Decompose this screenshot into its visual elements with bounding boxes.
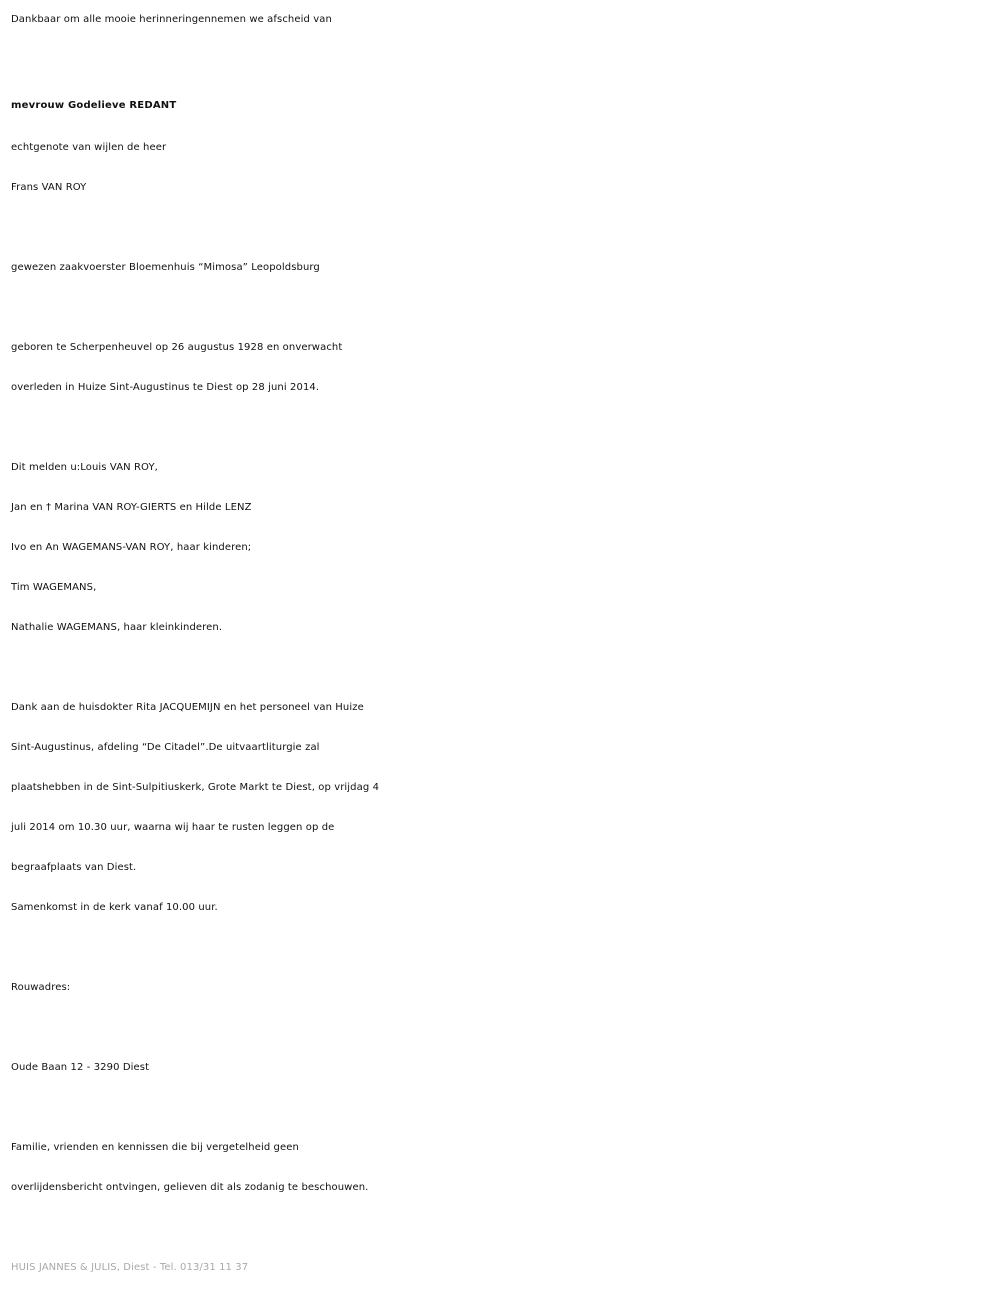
funeral-home-footer: HUIS JANNES & JULIS, Diest - Tel. 013/31 11 37 [11,1262,249,1273]
deceased-name: mevrouw Godelieve REDANT [11,100,177,111]
spouse-line-2: Frans VAN ROY [11,182,87,193]
family-line-1: Dit melden u:Louis VAN ROY, [11,462,158,473]
spacer [11,1008,991,1048]
occupation-text: gewezen zaakvoerster Bloemenhuis “Mimosa” Leopoldsburg [11,262,320,273]
obituary-notice [11,0,991,1288]
spacer [11,40,991,80]
spacer [11,648,991,688]
spacer [11,208,991,248]
address-text: Oude Baan 12 - 3290 Diest [11,1062,150,1073]
family-line-2 [11,488,991,528]
thanks-line: juli 2014 om 10.30 uur, waarna wij haar te rusten leggen op de [11,822,335,833]
spacer [11,1088,991,1128]
thanks-line: Samenkomst in de kerk vanaf 10.00 uur. [11,902,218,913]
thanks-line: Sint-Augustinus, afdeling “De Citadel”.De uitvaartliturgie zal [11,742,320,753]
spouse-line-1: echtgenote van wijlen de heer [11,142,167,153]
family-line-4: Tim WAGEMANS, [11,582,97,593]
thanks-line: plaatshebben in de Sint-Sulpitiuskerk, Grote Markt te Diest, op vrijdag 4 [11,782,380,793]
birth-line-1: geboren te Scherpenheuvel op 26 augustus 1928 en onverwacht [11,342,343,353]
family-line-2-end: Marina VAN ROY-GIERTS en Hilde LENZ [54,502,252,513]
thanks-line: begraafplaats van Diest. [11,862,137,873]
spacer [11,288,991,328]
family-line-3: Ivo en An WAGEMANS-VAN ROY, haar kinderen; [11,542,252,553]
spacer [11,928,991,968]
cross-icon: † [45,502,52,513]
family-line-5: Nathalie WAGEMANS, haar kleinkinderen. [11,622,223,633]
intro-text: Dankbaar om alle mooie herinneringennemen we afscheid van [11,14,332,25]
family-line-2-start: Jan en [11,502,43,513]
thanks-line: Dank aan de huisdokter Rita JACQUEMIJN en het personeel van Huize [11,702,364,713]
closing-line-2: overlijdensbericht ontvingen, gelieven dit als zodanig te beschouwen. [11,1182,369,1193]
birth-line-2: overleden in Huize Sint-Augustinus te Diest op 28 juni 2014. [11,382,320,393]
spacer [11,1208,991,1248]
address-label: Rouwadres: [11,982,71,993]
spacer [11,408,991,448]
closing-line-1: Familie, vrienden en kennissen die bij vergetelheid geen [11,1142,299,1153]
